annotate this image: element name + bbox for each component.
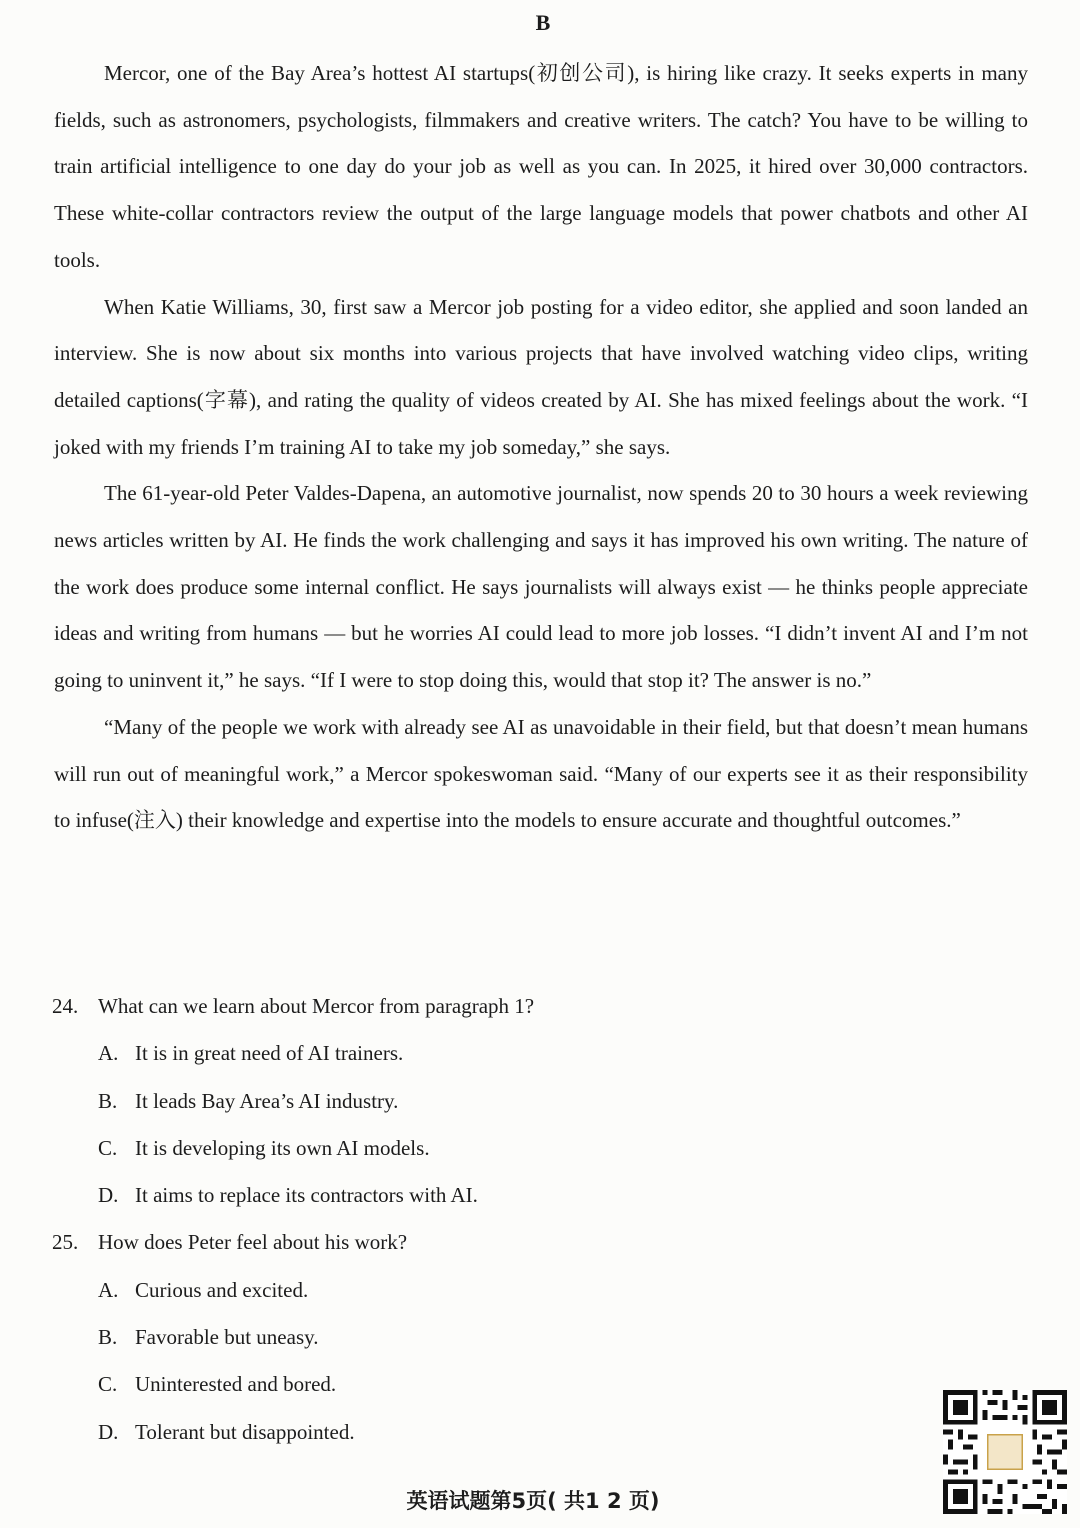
question-25 xyxy=(52,1219,1032,1455)
option-text: Favorable but uneasy. xyxy=(135,1325,319,1350)
passage-paragraph: The 61-year-old Peter Valdes-Dapena, an automotive journalist, now spends 20 to 30 hours a week reviewing news articles written by AI. He finds the work challenging and says it has improved his own writing. The nature of the work does produce some internal conflict. He says journalists will always exist — he thinks people appreciate ideas and writing from humans — but he worries AI could lead to more job losses. “I didn’t invent AI and I’m not going to uninvent it,” he says. “If I were to stop doing this, would that stop it? The answer is no.” xyxy=(54,481,1028,693)
option-text: It is developing its own AI models. xyxy=(135,1135,430,1160)
option-c[interactable] xyxy=(52,1361,1032,1408)
option-a[interactable] xyxy=(52,1030,1032,1077)
passage-paragraph: When Katie Williams, 30, first saw a Mercor job posting for a video editor, she applied and soon landed an interview. She is now about six months into various projects that have involved watching video clips, writing detailed captions(字幕), and rating the quality of videos created by AI. She has mixed feelings about the work. “I joked with my friends I’m training AI to take my job someday,” she says. xyxy=(54,294,1028,459)
option-letter: C. xyxy=(98,1135,118,1160)
passage-paragraph: “Many of the people we work with already see AI as unavoidable in their field, but that doesn’t mean humans will run out of meaningful work,” a Mercor spokeswoman said. “Many of our experts see it as their responsibility to infuse(注入) their knowledge and expertise into the models to ensure accurate and thoughtful outcomes.” xyxy=(54,714,1028,833)
option-c[interactable] xyxy=(52,1125,1032,1172)
option-text: It leads Bay Area’s AI industry. xyxy=(135,1088,399,1113)
section-label: B xyxy=(535,10,551,35)
passage-paragraph: Mercor, one of the Bay Area’s hottest AI startups(初创公司), is hiring like crazy. It seeks experts in many fields, such as astronomers, psychologists, filmmakers and creative writers. The catch? You have to be willing to train artificial intelligence to one day do your job as well as you can. In 2025, it hired over 30,000 contractors. These white-collar contractors review the output of the large language models that power chatbots and other AI tools. xyxy=(54,61,1028,272)
option-text: Tolerant but disappointed. xyxy=(135,1419,355,1444)
question-list xyxy=(52,983,1032,1456)
option-b[interactable] xyxy=(52,1314,1032,1361)
page-footer: 英语试题第5页( 共1 2 页) xyxy=(406,1489,660,1513)
option-text: It is in great need of AI trainers. xyxy=(135,1041,404,1066)
option-letter: B. xyxy=(98,1325,118,1350)
option-letter: D. xyxy=(98,1419,119,1444)
option-letter: D. xyxy=(98,1183,119,1208)
option-text: Uninterested and bored. xyxy=(135,1372,337,1397)
question-number: 24. xyxy=(52,994,79,1018)
option-d[interactable] xyxy=(52,1409,1032,1456)
option-letter: C. xyxy=(98,1372,118,1397)
reading-passage xyxy=(54,50,1028,844)
question-number: 25. xyxy=(52,1230,79,1255)
option-a[interactable] xyxy=(52,1267,1032,1314)
option-letter: A. xyxy=(98,1277,119,1302)
question-stem: What can we learn about Mercor from paragraph 1? xyxy=(98,994,535,1018)
option-letter: B. xyxy=(98,1088,118,1113)
question-24 xyxy=(52,983,1032,1219)
question-stem: How does Peter feel about his work? xyxy=(98,1230,408,1255)
option-text: Curious and excited. xyxy=(135,1277,309,1302)
option-d[interactable] xyxy=(52,1172,1032,1219)
option-letter: A. xyxy=(98,1041,119,1066)
option-text: It aims to replace its contractors with AI. xyxy=(135,1183,478,1208)
option-b[interactable] xyxy=(52,1078,1032,1125)
